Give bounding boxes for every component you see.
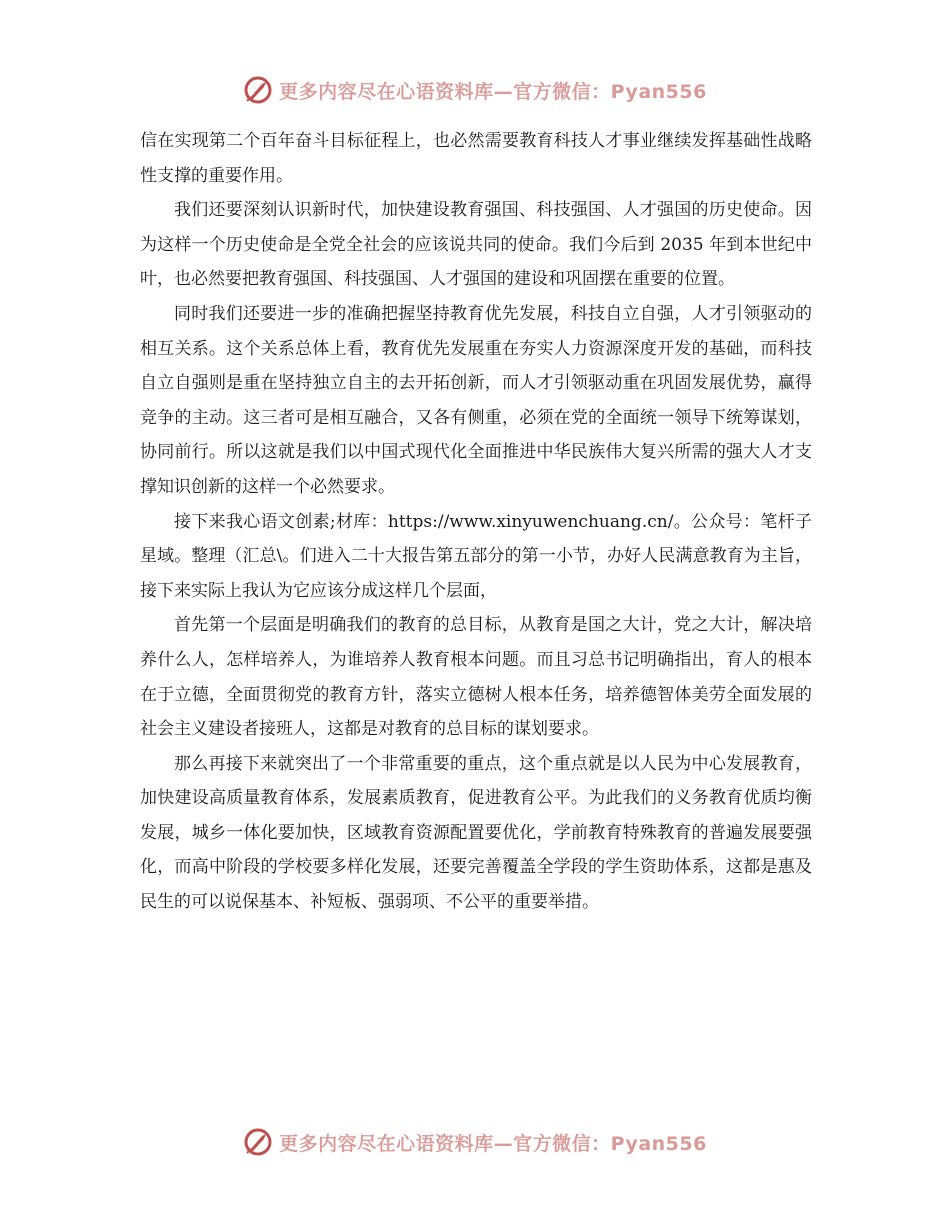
paragraph: 首先第一个层面是明确我们的教育的总目标，从教育是国之大计，党之大计，解决培养什么人，怎样培养人，为谁培养人教育根本问题。而且习总书记明确指出，育人的根本在于立德，全面贯彻党的教育方针，落实立德树人根本任务，培养德智体美劳全面发展的社会主义建设者接班人，这都是对教育的总目标的谋划要求。: [140, 615, 812, 740]
quill-pen-logo-icon: [243, 1127, 273, 1157]
banner-text: 更多内容尽在心语资料库—官方微信：Pyan556: [279, 80, 707, 103]
quill-pen-logo-icon: [243, 75, 273, 105]
document-body: [140, 124, 812, 920]
paragraph: 接下来我心语文创素;材库：https://www.xinyuwenchuang.cn/。公众号：笔杆子星域。整理（汇总\。们进入二十大报告第五部分的第一小节，办好人民满意教育为主旨， 接下来实际上我认为它应该分成这样几个层面，: [140, 511, 812, 601]
paragraph: 那么再接下来就突出了一个非常重要的重点，这个重点就是以人民为中心发展教育，加快建设高质量教育体系，发展素质教育，促进教育公平。为此我们的义务教育优质均衡发展，城乡一体化要加快，区域教育资源配置要优化，学前教育特殊教育的普遍发展要强化，而高中阶段的学校要多样化发展，还要完善覆盖全学段的学生资助体系，这都是惠及民生的可以说保基本、补短板、强弱项、不公平的重要举措。: [140, 753, 812, 913]
header-banner: [0, 70, 950, 110]
banner-text: 更多内容尽在心语资料库—官方微信：Pyan556: [279, 1132, 707, 1155]
paragraph: 信在实现第二个百年奋斗目标征程上，也必然需要教育科技人才事业继续发挥基础性战略性支撑的重要作用。: [140, 131, 812, 186]
paragraph: 我们还要深刻认识新时代，加快建设教育强国、科技强国、人才强国的历史使命。因为这样一个历史使命是全党全社会的应该说共同的使命。我们今后到 2035 年到本世纪中叶，也必然要把教育强国、科技强国、人才强国的建设和巩固摆在重要的位置。: [140, 200, 812, 290]
footer-banner: [0, 1122, 950, 1162]
paragraph: 同时我们还要进一步的准确把握坚持教育优先发展，科技自立自强，人才引领驱动的相互关系。这个关系总体上看，教育优先发展重在夯实人力资源深度开发的基础，而科技自立自强则是重在坚持独立自主的去开拓创新，而人才引领驱动重在巩固发展优势，赢得竞争的主动。这三者可是相互融合，又各有侧重，必须在党的全面统一领导下统筹谋划，协同前行。所以这就是我们以中国式现代化全面推进中华民族伟大复兴所需的强大人才支撑知识创新的这样一个必然要求。: [140, 303, 812, 497]
